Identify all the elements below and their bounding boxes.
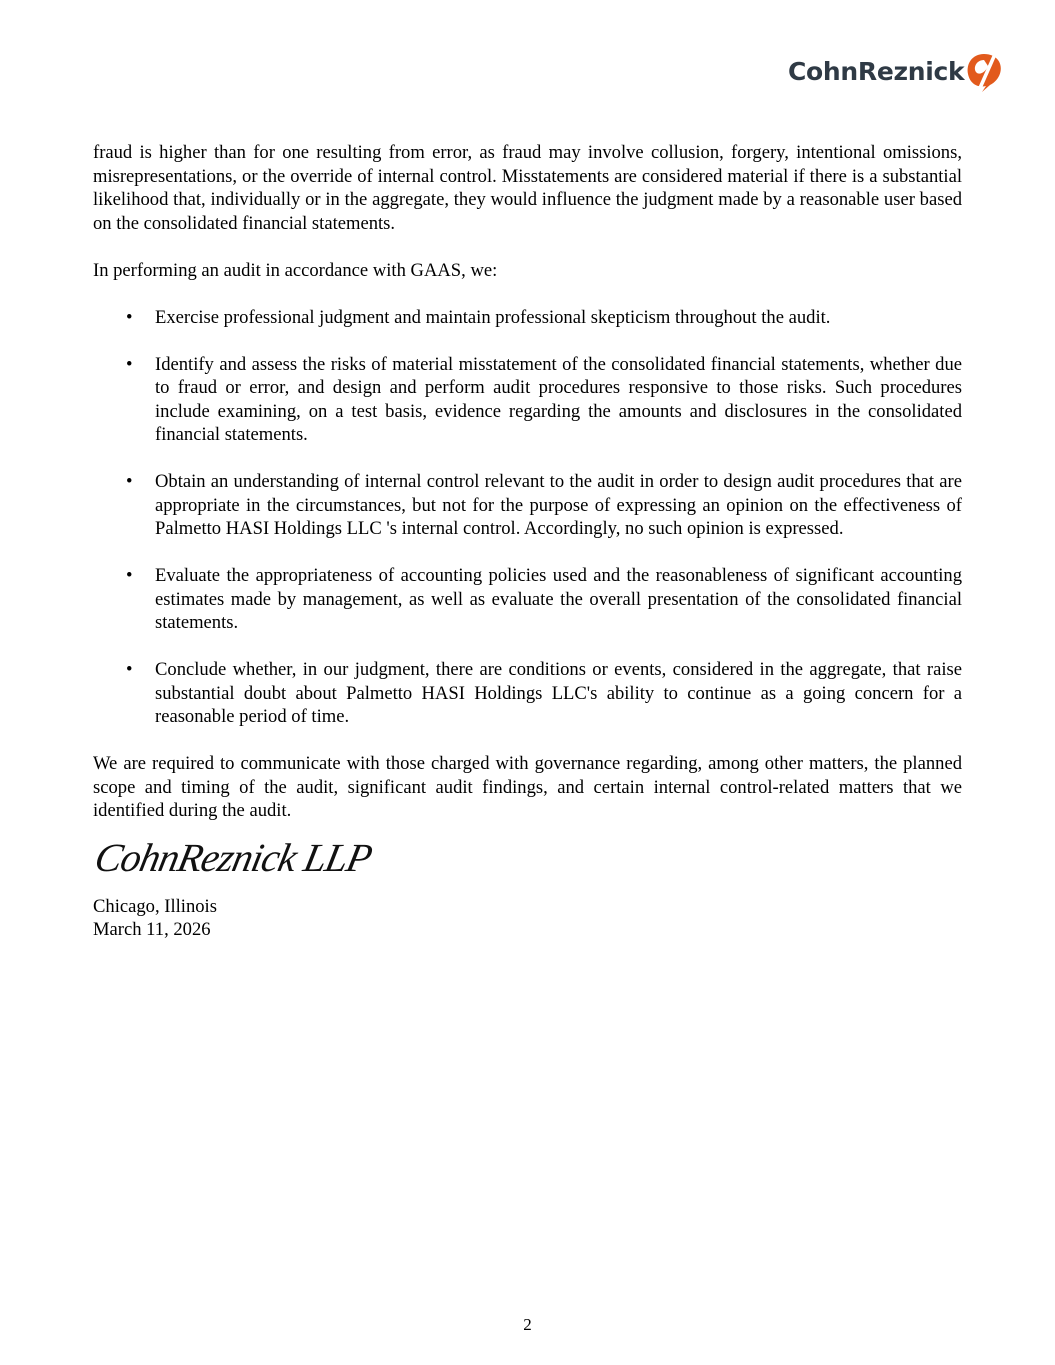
list-item <box>93 470 962 541</box>
audit-procedures-list <box>93 306 962 729</box>
list-item <box>93 306 962 330</box>
list-item-text: Exercise professional judgment and maintain professional skepticism throughout the audit. <box>155 306 831 328</box>
report-date: March 11, 2026 <box>93 919 211 940</box>
bullet-icon: • <box>126 659 133 680</box>
signature-city: Chicago, Illinois <box>93 895 217 917</box>
paragraph-gaas-intro: In performing an audit in accordance with GAAS, we: <box>93 259 498 281</box>
svg-text:CohnReznick LLP: CohnReznick LLP <box>91 834 376 880</box>
document-body <box>93 141 962 942</box>
list-item <box>93 658 962 729</box>
bullet-icon: • <box>126 306 133 328</box>
list-item <box>93 353 962 447</box>
bullet-icon: • <box>126 471 133 492</box>
paragraph-governance: We are required to communicate with those charged with governance regarding, among other matters, the planned scope and timing of the audit, significant audit findings, and certain internal control-related matters that we identified during the audit. <box>93 753 962 821</box>
cohnreznick-logo <box>788 50 1004 92</box>
logo-mark-icon <box>964 50 1004 92</box>
page-number: 2 <box>523 1315 532 1334</box>
logo-text: CohnReznick <box>788 56 965 86</box>
list-item-text: Evaluate the appropriateness of accounting policies used and the reasonableness of significant accounting estimates made by management, as well as evaluate the overall presentation of the consolidated financial statements. <box>155 565 962 633</box>
list-item-text: Obtain an understanding of internal control relevant to the audit in order to design audit procedures that are appropriate in the circumstances, but not for the purpose of expressing an opinion on the effectiveness of Palmetto HASI Holdings LLC 's internal control. Accordingly, no such opinion is expressed. <box>155 471 962 539</box>
signature-image <box>91 833 461 895</box>
paragraph-fraud-risk: fraud is higher than for one resulting from error, as fraud may involve collusion, forgery, intentional omissions, misrepresentations, or the override of internal control. Misstatements are considered material if there is a substantial likelihood that, individually or in the aggregate, they would influence the judgment made by a reasonable user based on the consolidated financial statements. <box>93 142 962 234</box>
list-item <box>93 564 962 635</box>
list-item-text: Identify and assess the risks of material misstatement of the consolidated financial statements, whether due to fraud or error, and design and perform audit procedures responsive to those risks. Such procedures include examining, on a test basis, evidence regarding the amounts and disclosures in the consolidated financial statements. <box>155 353 962 445</box>
list-item-text: Conclude whether, in our judgment, there are conditions or events, considered in the aggregate, that raise substantial doubt about Palmetto HASI Holdings LLC's ability to continue as a going concern for a reasonable period of time. <box>155 659 962 727</box>
bullet-icon: • <box>126 565 133 586</box>
bullet-icon: • <box>126 353 133 375</box>
